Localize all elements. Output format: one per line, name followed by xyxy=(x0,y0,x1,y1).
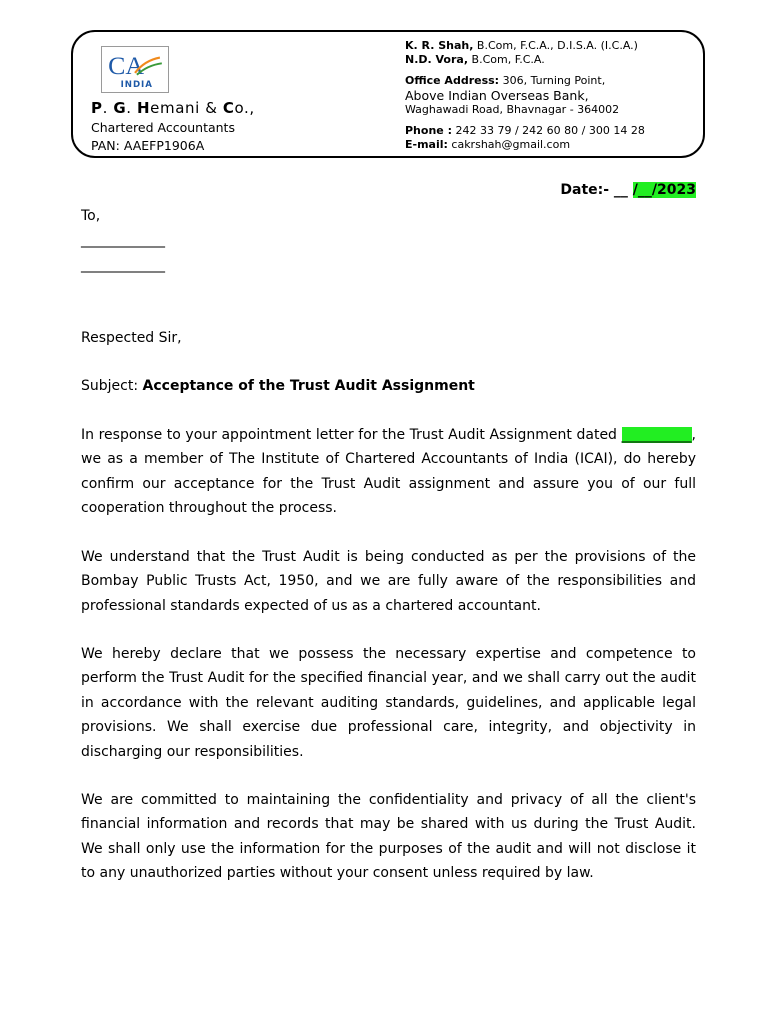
subject-line xyxy=(81,374,696,398)
office-address-line1: Office Address: 306, Turning Point, xyxy=(405,74,606,87)
date-day-blank: __ xyxy=(613,182,628,198)
subject-text: Acceptance of the Trust Audit Assignment xyxy=(142,378,475,394)
office-address-line2: Above Indian Overseas Bank, xyxy=(405,87,589,103)
date-line xyxy=(560,182,696,198)
recipient-line-1: ____________ xyxy=(81,232,165,249)
partner-2: N.D. Vora, B.Com, F.C.A. xyxy=(405,52,545,66)
ca-logo-icon xyxy=(102,47,168,92)
paragraph-3: We hereby declare that we possess the necessary expertise and competence to perform the Trust Audit for the specified financial year, and we shall carry out the audit in accordance with the relevant auditing standards, guidelines, and applicable legal provisions. We shall exercise due professional care, integrity, and objectivity in discharging our responsibilities. xyxy=(81,646,696,760)
paragraph-1: In response to your appointment letter for the Trust Audit Assignment dated __________, we as a member of The Institute of Chartered Accountants of India (ICAI), do hereby confirm our acceptance for the Trust Audit assignment and assure you of our full cooperation throughout the process. xyxy=(81,427,696,517)
recipient-line-2: ____________ xyxy=(81,256,165,273)
date-label: Date:- xyxy=(560,182,610,198)
office-address-line3: Waghawadi Road, Bhavnagar - 364002 xyxy=(405,102,620,116)
firm-name: P. G. Hemani & Co., xyxy=(91,99,255,117)
subject-label: Subject: xyxy=(81,378,139,394)
partner-1: K. R. Shah, B.Com, F.C.A., D.I.S.A. (I.C.A.) xyxy=(405,39,638,52)
to-label: To, xyxy=(81,208,101,224)
paragraph-2: We understand that the Trust Audit is being conducted as per the provisions of the Bombay Public Trusts Act, 1950, and we are fully aware of the responsibilities and professional standards expected of us as a chartered accountant. xyxy=(81,549,696,614)
appointment-date-blank: __________ xyxy=(621,427,692,443)
logo-ca-text: CA xyxy=(108,50,145,80)
ca-india-logo xyxy=(101,46,169,93)
firm-pan: PAN: AAEFP1906A xyxy=(91,138,205,153)
recipient-block xyxy=(81,204,696,277)
salutation: Respected Sir, xyxy=(81,330,182,346)
contact-block xyxy=(405,39,645,151)
date-month-year: /__/2023 xyxy=(632,182,696,198)
logo-india-text: INDIA xyxy=(120,80,153,91)
paragraph-4: We are committed to maintaining the confidentiality and privacy of all the client's financial information and records that may be shared with us during the Trust Audit. We shall only use the information for the purposes of the audit and will not disclose it to any unauthorized parties without your consent unless required by law. xyxy=(81,792,696,882)
firm-subtitle: Chartered Accountants xyxy=(91,120,235,135)
email: E-mail: cakrshah@gmail.com xyxy=(405,137,571,151)
phone: Phone : 242 33 79 / 242 60 80 / 300 14 28 xyxy=(405,124,645,137)
letterhead xyxy=(71,30,705,158)
